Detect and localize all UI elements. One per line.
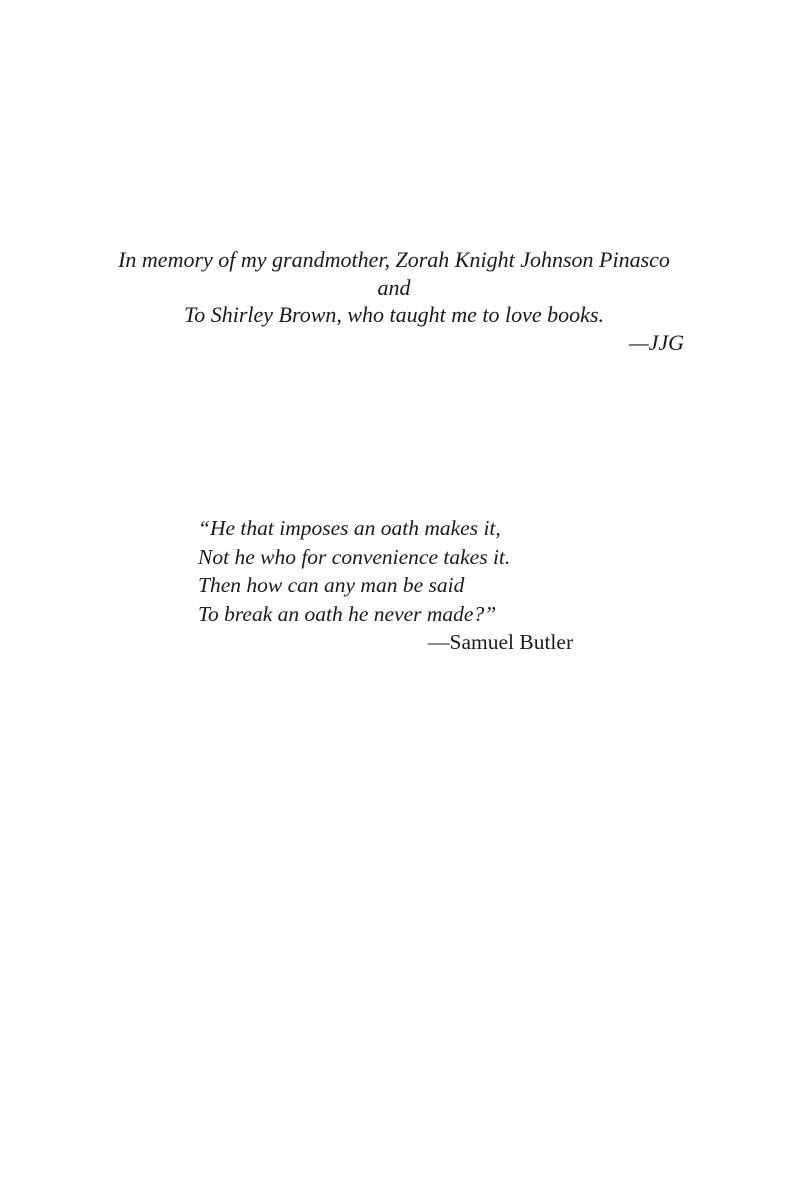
dedication-signature: —JJG (629, 329, 684, 355)
epigraph-line: To break an oath he never made?” (198, 601, 497, 626)
epigraph-line: Not he who for convenience takes it. (198, 544, 511, 569)
dedication-line: and (377, 274, 411, 300)
dedication (100, 246, 688, 356)
epigraph-line: Then how can any man be said (198, 573, 465, 597)
dedication-line: To Shirley Brown, who taught me to love books. (183, 302, 605, 327)
dedication-line: In memory of my grandmother, Zorah Knight Johnson Pinasco (118, 247, 670, 272)
epigraph-line: “He that imposes an oath makes it, (198, 516, 501, 540)
epigraph (198, 514, 618, 657)
epigraph-attribution: —Samuel Butler (428, 630, 574, 654)
